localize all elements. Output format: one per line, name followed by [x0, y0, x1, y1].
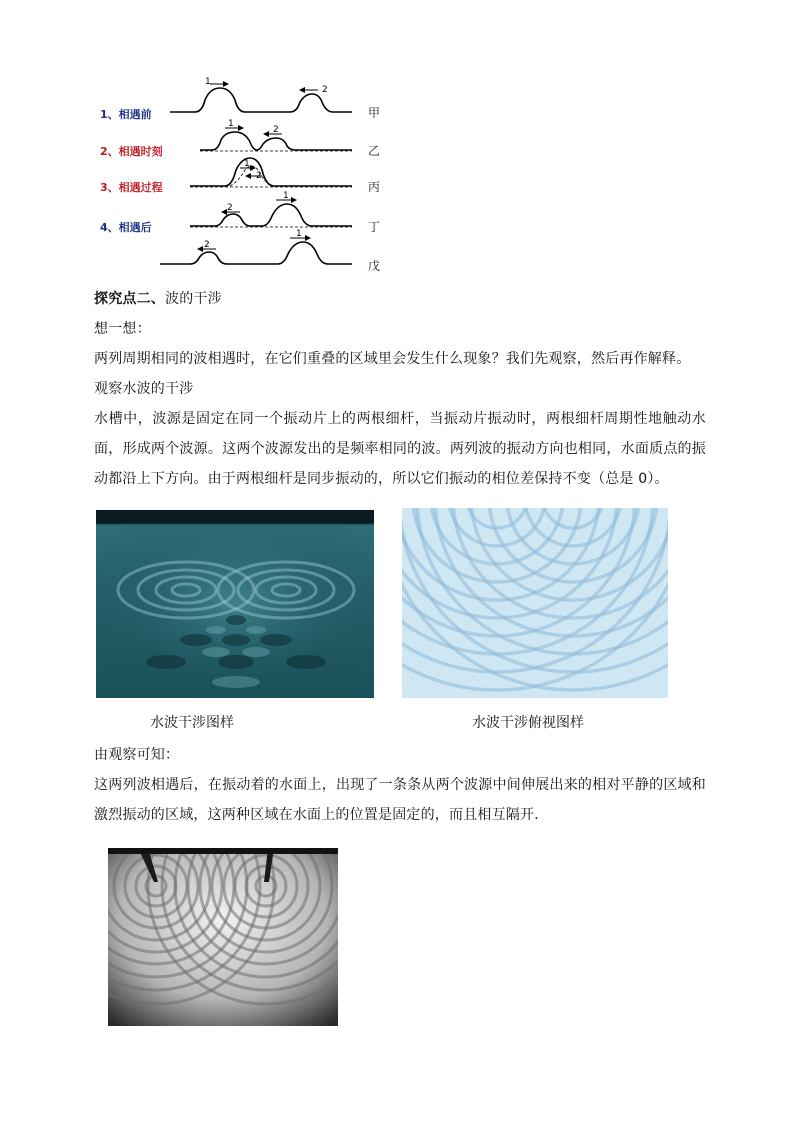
svg-text:1: 1	[296, 229, 302, 239]
row-2-tag: 乙	[368, 144, 381, 158]
top-view-photo-svg	[402, 508, 668, 698]
wave-diagram-svg	[90, 70, 390, 280]
section-heading-bold: 探究点二、	[94, 291, 165, 307]
conclusion-intro: 由观察可知：	[94, 747, 180, 763]
caption-left: 水波干涉图样	[150, 715, 234, 731]
row-2-label: 2、相遇时刻	[100, 145, 163, 158]
row-1-waves	[170, 77, 352, 112]
svg-text:2: 2	[227, 203, 233, 213]
row-5-waves	[160, 229, 352, 264]
section-heading-rest: 波的干涉	[165, 291, 222, 307]
row-4-waves	[190, 191, 352, 227]
svg-text:2: 2	[256, 171, 262, 181]
svg-text:1: 1	[228, 119, 234, 129]
question-paragraph: 两列周期相同的波相遇时，在它们重叠的区域里会发生什么现象？我们先观察，然后再作解释。	[94, 351, 691, 367]
water-interference-photo-svg	[96, 510, 374, 698]
ripple-tank-photo-svg	[108, 848, 338, 1026]
row-3-tag: 丙	[368, 180, 381, 194]
row-1-label: 1、相遇前	[100, 108, 152, 121]
row-3-label: 3、相遇过程	[100, 181, 163, 194]
row-2-waves	[200, 119, 352, 151]
conclusion-paragraph: 这两列波相遇后，在振动着的水面上，出现了一条条从两个波源中间伸展出来的相对平静的区域和激烈振动的区域，这两种区域在水面上的位置是固定的，而且相互隔开．	[94, 777, 706, 823]
think-label: 想一想：	[94, 321, 151, 337]
row-1-tag: 甲	[368, 106, 381, 120]
pulse-2-label: 2	[322, 85, 328, 95]
water-interference-photo	[96, 510, 374, 698]
svg-text:1: 1	[244, 159, 250, 169]
pulse-1-label: 1	[205, 77, 211, 87]
svg-text:1: 1	[283, 191, 289, 201]
row-5-tag: 戊	[368, 259, 381, 273]
observe-title: 观察水波的干涉	[94, 381, 194, 397]
caption-right: 水波干涉俯视图样	[472, 715, 584, 731]
top-view-interference-photo	[402, 508, 668, 698]
row-3-waves	[190, 158, 352, 187]
section-heading	[94, 284, 706, 314]
row-4-label: 4、相遇后	[100, 221, 152, 234]
tank-description-paragraph: 水槽中，波源是固定在同一个振动片上的两根细杆，当振动片振动时，两根细杆周期性地触动水面，形成两个波源。这两个波源发出的是频率相同的波。两列波的振动方向也相同，水面质点的振动都沿上下方向。由于两根细杆是同步振动的，所以它们振动的相位差保持不变（总是 0）。	[94, 411, 706, 487]
svg-text:2: 2	[273, 125, 279, 135]
wave-superposition-diagram	[90, 70, 390, 280]
row-4-tag: 丁	[368, 220, 381, 234]
ripple-tank-photo	[108, 848, 338, 1026]
svg-text:2: 2	[204, 240, 210, 250]
